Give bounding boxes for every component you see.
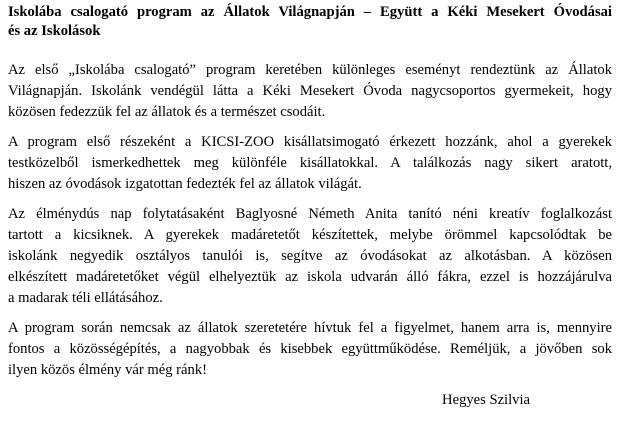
text-line: ilyen közös élmény vár még ránk! — [8, 362, 207, 378]
document-title — [8, 3, 612, 41]
text-line: Az élménydús nap folytatásaként Baglyosné Németh Anita tanító néni kreatív foglalkozást — [8, 206, 612, 222]
text-line: tartott a kicsiknek. A gyerekek madáretetőt készítettek, melybe örömmel kapcsolódtak be — [8, 227, 612, 243]
text-line: testközelből ismerkedhettek meg különféle kisállatokkal. A találkozás nagy sikert aratott, — [8, 155, 612, 171]
paragraph-craft-activity — [8, 204, 612, 309]
text-line: fontos a közösségépítés, a nagyobbak és kisebbek együttműködése. Reméljük, a jövőben sok — [8, 341, 612, 357]
text-line: iskolánk negyedik osztályos tanulói is, segítve az óvodásokat az alkotásban. A közösen — [8, 248, 612, 264]
text-line: A program első részeként a KICSI-ZOO kisállatsimogató érkezett hozzánk, ahol a gyerekek — [8, 134, 612, 150]
signature: Hegyes Szilvia — [442, 392, 530, 408]
title-line: Iskolába csalogató program az Állatok Világnapján – Együtt a Kéki Mesekert Óvodásai — [8, 4, 612, 20]
title-line: és az Iskolások — [8, 23, 101, 39]
text-line: Világnapján. Iskolánk vendégül látta a Kéki Mesekert Óvoda nagycsoportos gyermekeit, hogy — [8, 83, 612, 99]
text-line: A program során nemcsak az állatok szeretetére hívtuk fel a figyelmet, hanem arra is, mennyire — [8, 320, 612, 336]
paragraph-intro — [8, 60, 612, 123]
text-line: elkészített madáretetőket végül elhelyeztük az iskola udvarán álló fákra, ezzel is hozzájárulva — [8, 269, 612, 285]
text-line: hiszen az óvodások izgatottan fedezték fel az állatok világát. — [8, 176, 362, 192]
text-line: közösen fedezzük fel az állatok és a természet csodáit. — [8, 104, 326, 120]
text-line: Az első „Iskolába csalogató” program keretében különleges eseményt rendeztünk az Állatok — [8, 62, 612, 78]
paragraph-kicsi-zoo — [8, 132, 612, 195]
text-line: a madarak téli ellátásához. — [8, 290, 163, 306]
paragraph-closing — [8, 318, 612, 381]
